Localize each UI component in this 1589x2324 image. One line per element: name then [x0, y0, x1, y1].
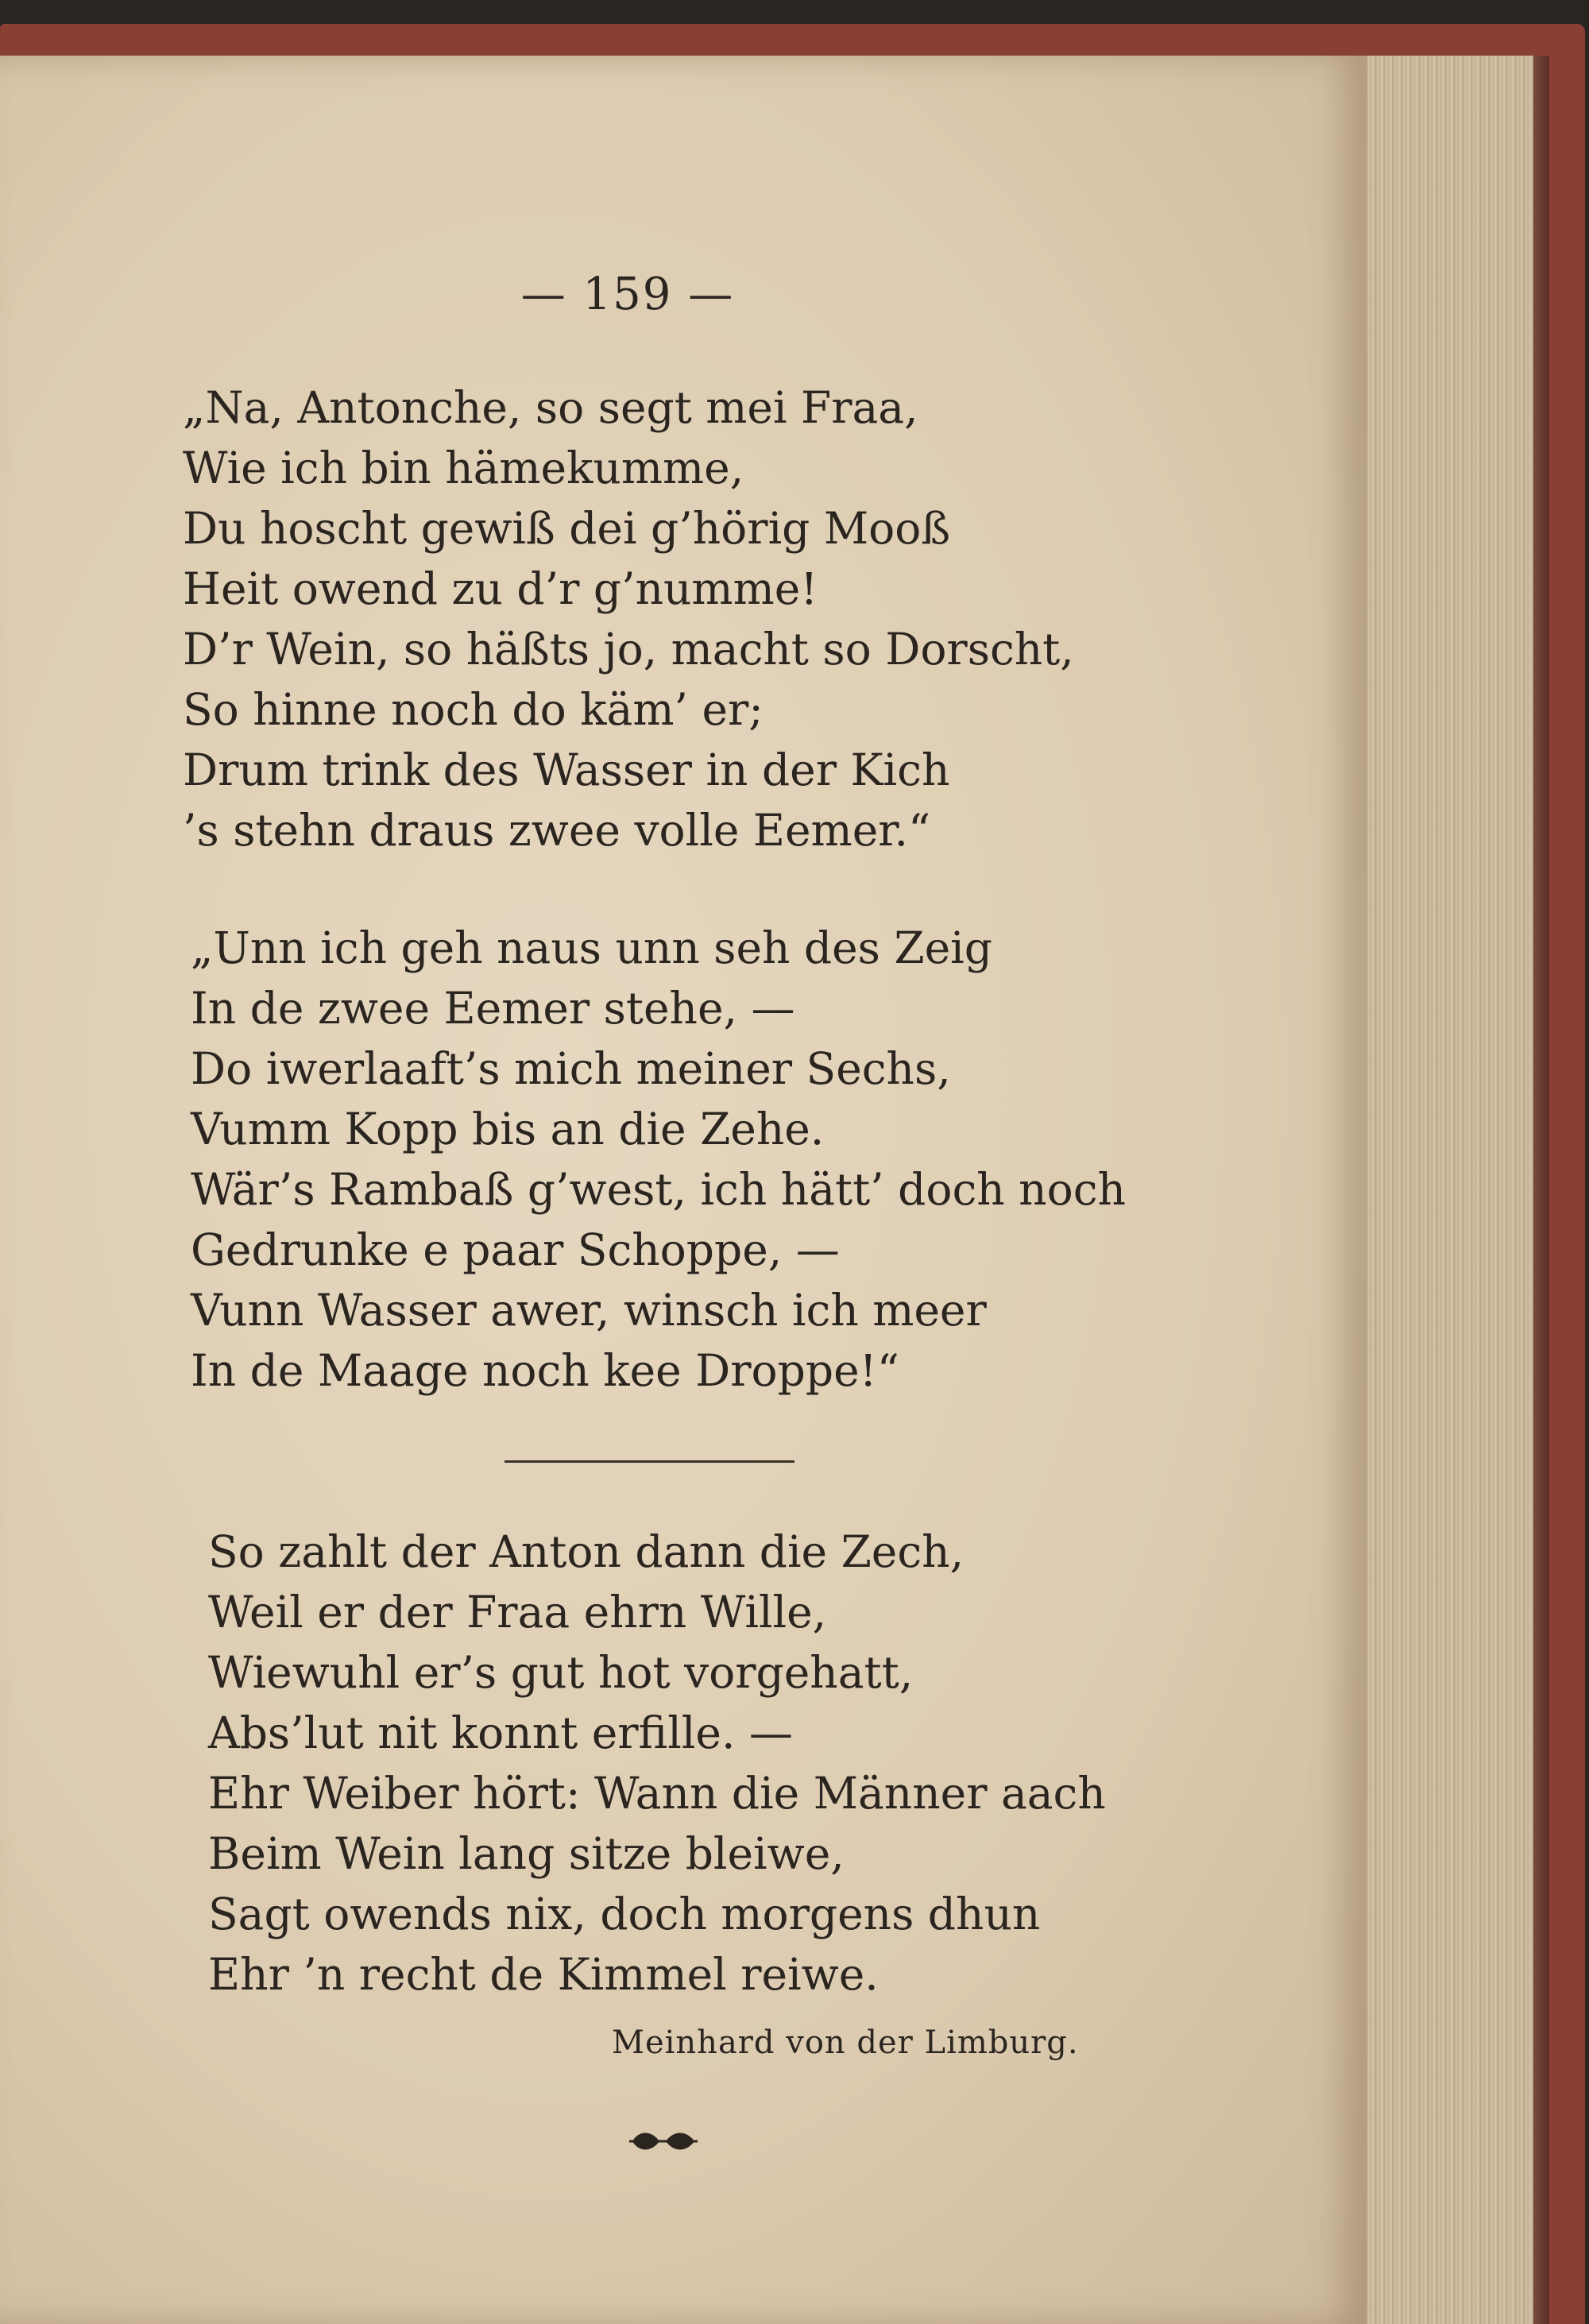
poem-line: Weil er der Fraa ehrn Wille, [208, 1587, 827, 1638]
poem-line: Ehr ’n recht de Kimmel reiwe. [208, 1949, 879, 2000]
poem-line: Heit owend zu d’r g’numme! [183, 563, 818, 614]
poem-line: Drum trink des Wasser in der Kich [183, 744, 950, 795]
binding-edge-shadow [1533, 56, 1549, 2324]
poem-line: In de zwee Eemer stehe, — [191, 983, 795, 1034]
poem-line: Wiewuhl er’s gut hot vorgehatt, [208, 1647, 914, 1698]
poem-line: Beim Wein lang sitze bleiwe, [208, 1828, 845, 1879]
poem-line: „Na, Antonche, so segt mei Fraa, [183, 382, 918, 433]
poem-line: Vumm Kopp bis an die Zehe. [191, 1104, 825, 1154]
poem-stanza-1 [183, 377, 1074, 860]
poem-line: So zahlt der Anton dann die Zech, [208, 1526, 965, 1577]
author-signature: Meinhard von der Limburg. [612, 2024, 1079, 2061]
poem-line: Wie ich bin hämekumme, [183, 443, 744, 493]
fleuron-ornament-icon [628, 2125, 699, 2157]
poem-line: D’r Wein, so häßts jo, macht so Dorscht, [183, 624, 1074, 675]
poem-line: Du hoscht gewiß dei g’hörig Mooß [183, 503, 951, 554]
poem-line: Gedrunke e paar Schoppe, — [191, 1224, 840, 1275]
poem-line: So hinne noch do käm’ er; [183, 684, 764, 735]
poem-line: Do iwerlaaft’s mich meiner Sechs, [191, 1043, 951, 1094]
poem-line: Sagt owends nix, doch morgens dhun [208, 1889, 1041, 1939]
section-divider-rule [505, 1460, 794, 1463]
book-page [0, 56, 1367, 2324]
poem-line: Ehr Weiber hört: Wann die Männer aach [208, 1768, 1106, 1819]
poem-stanza-3 [208, 1522, 1106, 2005]
poem-line: Wär’s Rambaß g’west, ich hätt’ doch noch [191, 1164, 1126, 1215]
poem-line: Vunn Wasser awer, winsch ich meer [191, 1285, 987, 1336]
page-number: — 159 — [520, 269, 735, 320]
poem-stanza-2 [191, 918, 1126, 1401]
poem-line: Abs’lut nit konnt erfille. — [208, 1707, 793, 1758]
poem-line: ’s stehn draus zwee volle Eemer.“ [183, 805, 931, 856]
poem-line: In de Maage noch kee Droppe!“ [191, 1345, 899, 1396]
poem-line: „Unn ich geh naus unn seh des Zeig [191, 922, 992, 973]
